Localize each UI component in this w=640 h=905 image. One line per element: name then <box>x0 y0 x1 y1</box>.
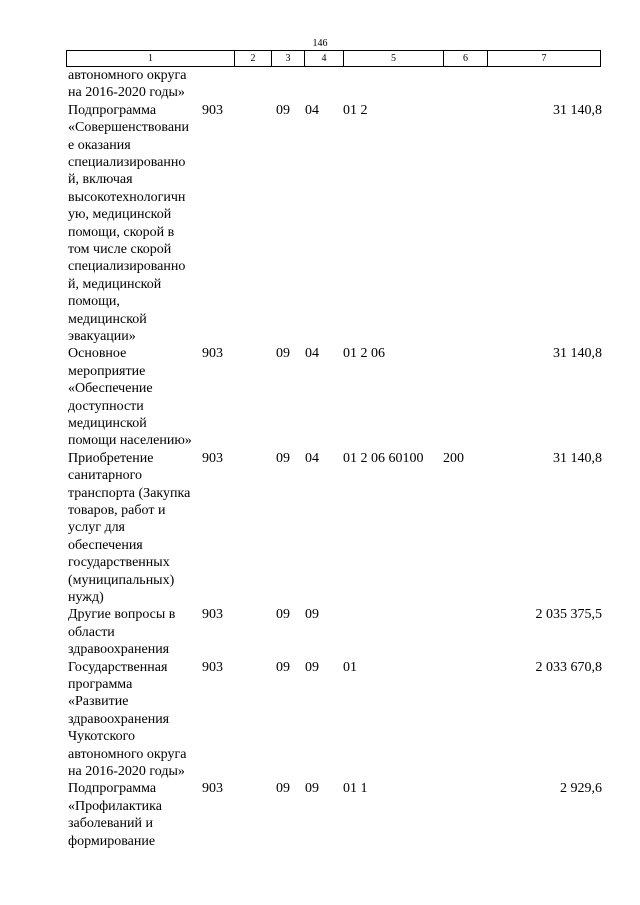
description-line: на 2016-2020 годы» <box>68 764 185 779</box>
amount: 31 140,8 <box>553 346 602 362</box>
description-line: мероприятие <box>68 363 146 379</box>
description-line: области <box>68 624 115 640</box>
subsection-code: 09 <box>305 781 319 797</box>
target-article-code: 01 1 <box>343 781 368 797</box>
section-code: 09 <box>276 346 290 362</box>
description-line: специализированно <box>68 155 186 171</box>
subsection-code: 09 <box>305 607 319 623</box>
column-header-1: 1 <box>67 51 235 67</box>
description-line: том числе скорой <box>68 242 172 258</box>
description-line: высокотехнологичн <box>68 189 186 205</box>
subsection-code: 04 <box>305 450 319 466</box>
subsection-code: 04 <box>305 102 319 118</box>
table-row <box>0 780 640 850</box>
description-line: заболеваний и <box>68 816 153 832</box>
column-header-4: 4 <box>305 51 344 67</box>
description-line: «Совершенствовани <box>68 120 190 136</box>
table-row <box>0 67 640 102</box>
target-article-code: 01 2 <box>343 102 368 118</box>
expense-type-code: 200 <box>443 450 464 466</box>
section-code: 09 <box>276 450 290 466</box>
section-code: 09 <box>276 781 290 797</box>
description-line: автономного округа <box>68 68 187 83</box>
amount: 2 033 670,8 <box>535 659 602 675</box>
target-article-code: 01 2 06 <box>343 346 385 362</box>
description-line: «Профилактика <box>68 798 162 814</box>
column-header-table <box>66 50 601 67</box>
row-description <box>68 67 208 102</box>
description-line: товаров, работ и <box>68 503 166 518</box>
column-header-7: 7 <box>488 51 601 67</box>
amount: 31 140,8 <box>553 102 602 118</box>
ministry-code: 903 <box>202 450 223 466</box>
column-header-5: 5 <box>344 51 444 67</box>
section-code: 09 <box>276 102 290 118</box>
page-number: 146 <box>312 38 328 49</box>
description-line: (муниципальных) <box>68 572 175 588</box>
column-header-2: 2 <box>235 51 272 67</box>
description-line: Подпрограмма <box>68 781 157 797</box>
description-line: программа <box>68 676 133 692</box>
row-description <box>68 659 208 781</box>
description-line: Другие вопросы в <box>68 607 176 623</box>
description-line: здравоохранения <box>68 711 170 727</box>
ministry-code: 903 <box>202 102 223 118</box>
description-line: на 2016-2020 годы» <box>68 85 185 101</box>
row-description <box>68 102 208 346</box>
row-description <box>68 780 208 850</box>
description-line: помощи, скорой в <box>68 224 175 240</box>
description-line: Подпрограмма <box>68 102 157 118</box>
description-line: «Обеспечение <box>68 381 153 397</box>
description-line: нужд) <box>68 590 104 606</box>
description-line: ую, медицинской <box>68 207 172 223</box>
amount: 2 035 375,5 <box>535 607 602 623</box>
table-row <box>0 606 640 658</box>
table-row <box>0 102 640 346</box>
row-description <box>68 345 208 449</box>
row-description <box>68 606 208 658</box>
description-line: санитарного <box>68 468 142 484</box>
ministry-code: 903 <box>202 346 223 362</box>
description-line: специализированно <box>68 259 186 275</box>
table-row <box>0 659 640 781</box>
description-line: автономного округа <box>68 746 187 762</box>
description-line: е оказания <box>68 137 131 153</box>
column-header-6: 6 <box>444 51 488 67</box>
description-line: медицинской <box>68 416 147 432</box>
description-line: медицинской <box>68 311 147 327</box>
table-row <box>0 345 640 449</box>
description-line: доступности <box>68 398 144 414</box>
description-line: помощи населению» <box>68 433 192 449</box>
target-article-code: 01 2 06 60100 <box>343 450 424 466</box>
budget-rows <box>0 67 640 850</box>
ministry-code: 903 <box>202 781 223 797</box>
subsection-code: 04 <box>305 346 319 362</box>
description-line: помощи, <box>68 294 120 310</box>
amount: 31 140,8 <box>553 450 602 466</box>
description-line: здравоохранения <box>68 642 170 658</box>
description-line: Чукотского <box>68 729 135 745</box>
description-line: Приобретение <box>68 450 154 466</box>
description-line: й, включая <box>68 172 133 188</box>
description-line: Основное <box>68 346 127 362</box>
ministry-code: 903 <box>202 659 223 675</box>
description-line: обеспечения <box>68 537 143 553</box>
target-article-code: 01 <box>343 659 357 675</box>
description-line: услуг для <box>68 520 125 536</box>
description-line: Государственная <box>68 659 168 675</box>
description-line: формирование <box>68 833 156 849</box>
table-row <box>0 450 640 607</box>
description-line: государственных <box>68 555 170 571</box>
description-line: эвакуации» <box>68 329 136 345</box>
ministry-code: 903 <box>202 607 223 623</box>
row-description <box>68 450 208 607</box>
section-code: 09 <box>276 659 290 675</box>
amount: 2 929,6 <box>560 781 602 797</box>
description-line: й, медицинской <box>68 276 162 292</box>
description-line: «Развитие <box>68 694 129 710</box>
column-header-3: 3 <box>272 51 305 67</box>
section-code: 09 <box>276 607 290 623</box>
subsection-code: 09 <box>305 659 319 675</box>
description-line: транспорта (Закупка <box>68 485 191 501</box>
column-header-row <box>67 51 601 67</box>
